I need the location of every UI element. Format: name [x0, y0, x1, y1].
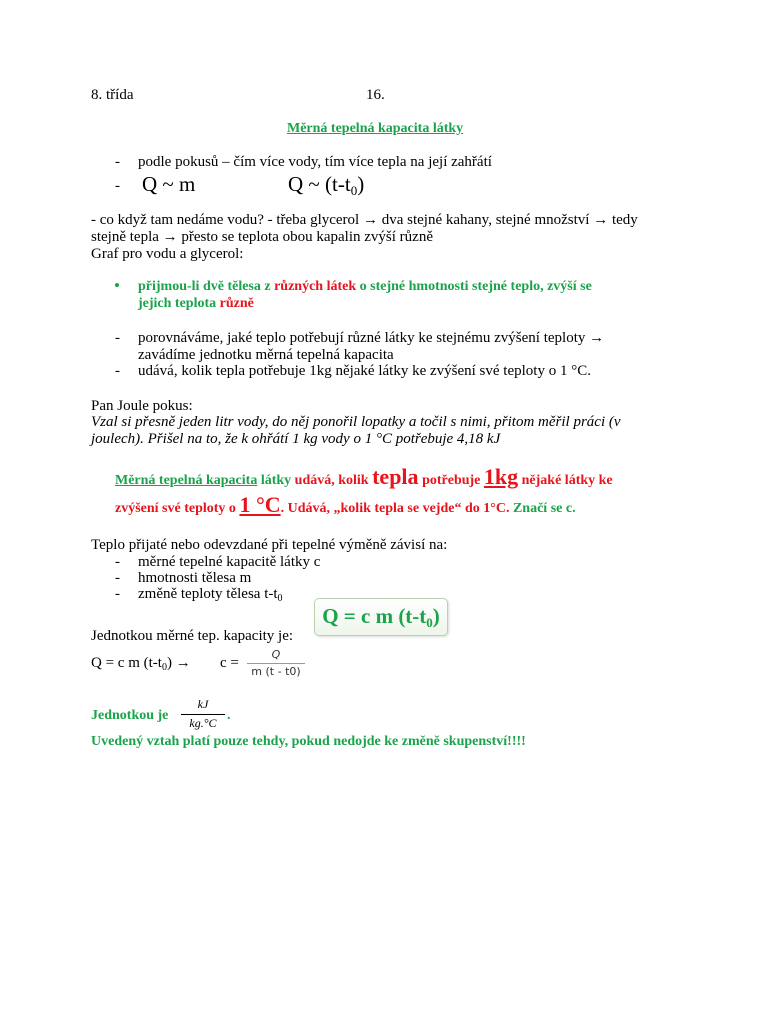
units-heading: Jednotkou měrné tep. kapacity je: — [91, 628, 294, 644]
glycerol-line-2: stejně tepla → přesto se teplota obou kapalin zvýší různě — [91, 229, 433, 245]
unit-fraction: kJ kg.°C — [181, 697, 225, 731]
c-equals-label: c = — [220, 655, 239, 671]
depends-item-dt: změně teploty tělesa $t-t_0$ — [138, 586, 283, 604]
joule-heading: Pan Joule pokus: — [91, 398, 193, 414]
page-title: Měrná tepelná kapacita látky — [287, 121, 464, 136]
definition-line-2: zvýšení své teploty o 1 °C. Udává, „kolik tepla se vejde“ do 1°C. Značí se c. — [115, 492, 576, 517]
page-number: 16. — [366, 87, 385, 103]
list-dash: - — [115, 154, 120, 170]
list-dash: - — [115, 570, 120, 586]
compare-line-1: porovnáváme, jaké teplo potřebují různé látky ke stejnému zvýšení teploty → — [138, 330, 605, 346]
glycerol-line-1: - co když tam nedáme vodu? - třeba glycerol → dva stejné kahany, stejné množství → tedy — [91, 212, 638, 228]
depends-item-m: hmotnosti tělesa m — [138, 570, 252, 586]
compare-line-3: udává, kolik tepla potřebuje 1kg nějaké látky ke zvýšení své teploty o 1 °C. — [138, 363, 591, 379]
depends-heading: Teplo přijaté nebo odevzdané při tepelné výměně závisí na: — [91, 537, 448, 553]
formula-box: Q = c m (t-t0) — [314, 598, 448, 636]
equation-q-dt: Q ~ (t-t0) — [288, 172, 365, 198]
list-dash: - — [115, 178, 120, 194]
unit-label: Jednotkou je — [91, 708, 169, 723]
state-change-note: Uvedený vztah platí pouze tehdy, pokud nedojde ke změně skupenství!!!! — [91, 734, 526, 749]
list-dash: - — [115, 363, 120, 379]
graph-label: Graf pro vodu a glycerol: — [91, 246, 244, 262]
bullet-dot: • — [114, 276, 120, 295]
joule-line-2: joulech). Přišel na to, že k ohřátí 1 kg vody o 1 °C potřebuje 4,18 kJ — [91, 431, 501, 447]
definition-line-1: Měrná tepelná kapacita látky udává, kolik tepla potřebuje 1kg nějaké látky ke — [115, 464, 613, 489]
bullet-line-2: jejich teplota různě — [138, 296, 254, 311]
equation-q-m: Q ~ m — [142, 172, 196, 196]
grade-label: 8. třída — [91, 87, 134, 103]
bullet-line-1: přijmou-li dvě tělesa z různých látek o stejné hmotnosti stejné teplo, zvýší se — [138, 279, 592, 294]
c-fraction: Q m (t - t0) — [247, 648, 305, 678]
units-equation: Q = c m $(t-t_0)$ → — [91, 655, 191, 673]
depends-item-c: měrné tepelné kapacitě látky c — [138, 554, 321, 570]
list-dash: - — [115, 330, 120, 346]
list-dash: - — [115, 554, 120, 570]
intro-line: podle pokusů – čím více vody, tím více tepla na její zahřátí — [138, 154, 492, 170]
joule-line-1: Vzal si přesně jeden litr vody, do něj ponořil lopatky a točil s nimi, přitom měřil práci (v — [91, 414, 621, 430]
unit-period: . — [227, 708, 231, 723]
compare-line-2: zavádíme jednotku měrná tepelná kapacita — [138, 347, 394, 363]
list-dash: - — [115, 586, 120, 602]
